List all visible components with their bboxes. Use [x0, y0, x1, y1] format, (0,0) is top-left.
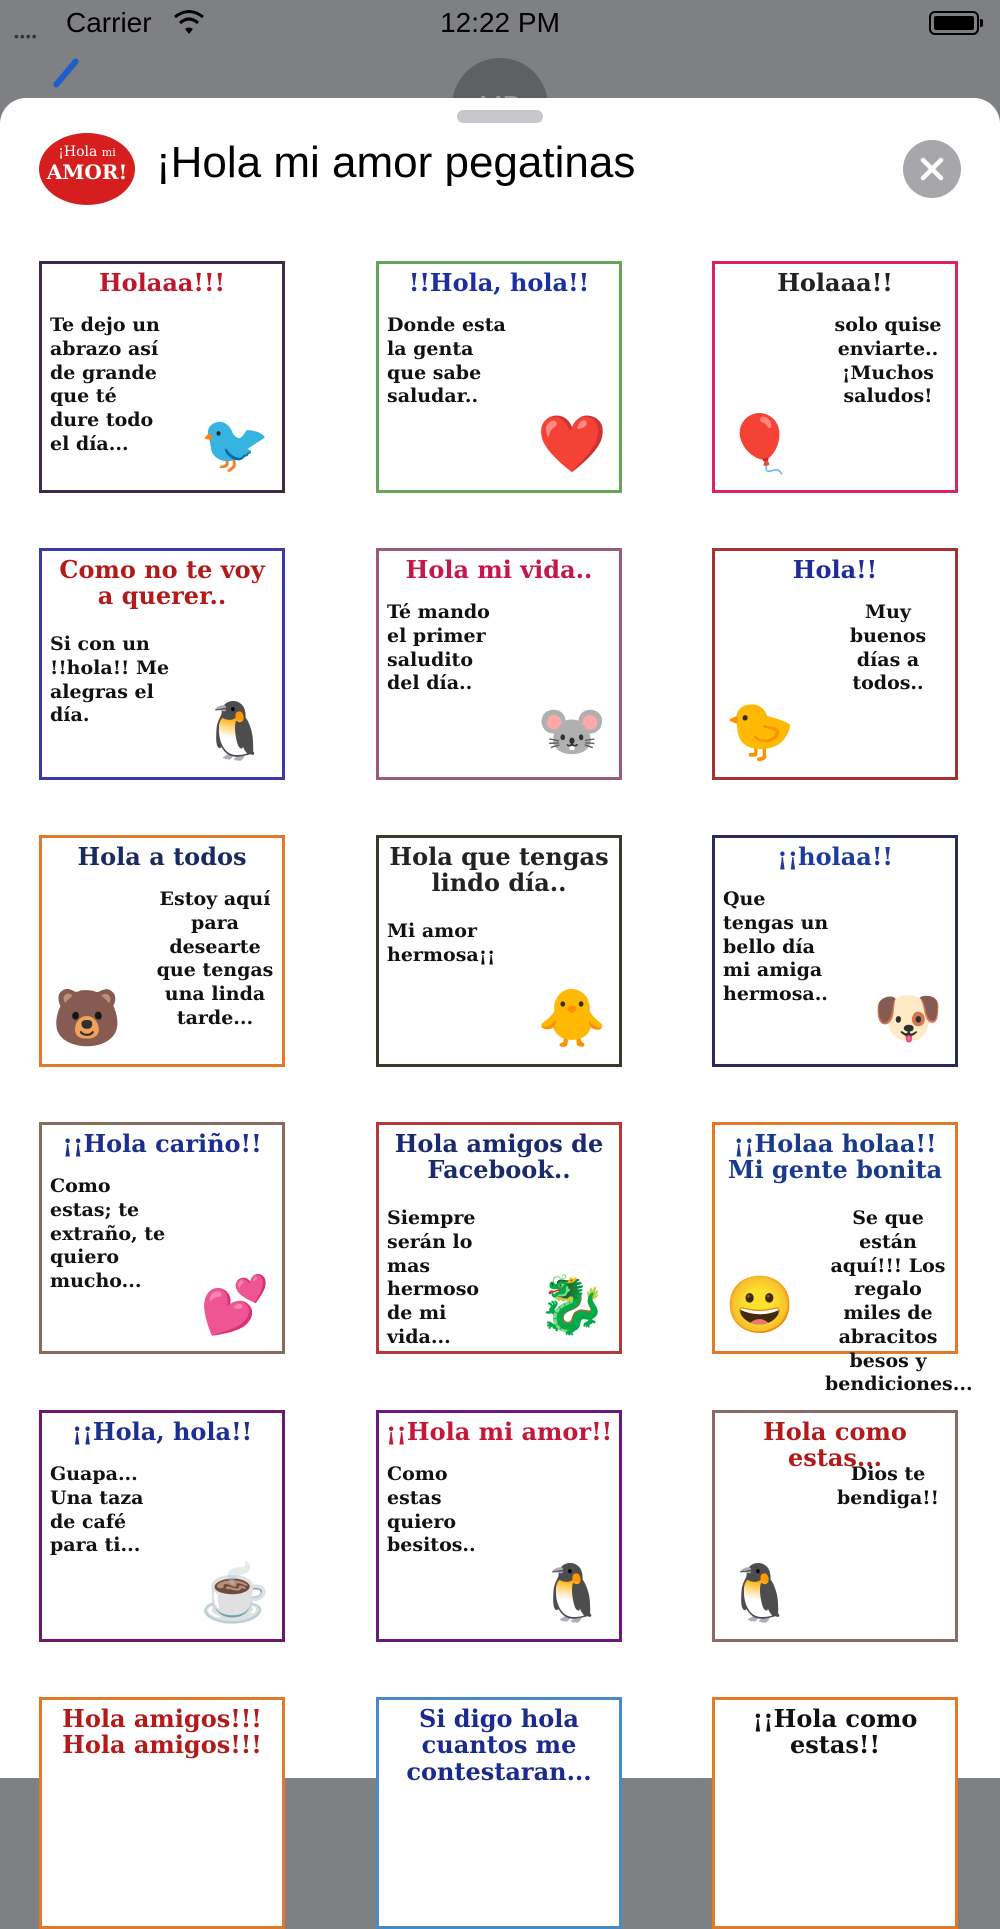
sticker-title: ¡¡Hola, hola!!	[71, 1417, 253, 1446]
sticker-title: Si digo hola cuantos me contestaran...	[406, 1704, 592, 1786]
sticker-text: Dios te bendiga!!	[837, 1463, 939, 1509]
sticker-title: Hola a todos	[77, 842, 247, 871]
sticker-illustration-icon: 🐭	[537, 698, 607, 764]
sticker-title: ¡¡Hola cariño!!	[62, 1129, 262, 1158]
sticker-text: solo quise enviarte.. ¡Muchos saludos!	[834, 314, 942, 408]
sticker-item[interactable]	[376, 835, 622, 1067]
sticker-illustration-icon: ☕	[200, 1560, 270, 1626]
carrier-label: Carrier	[66, 7, 152, 38]
sticker-title: !!Hola, hola!!	[408, 268, 590, 297]
sticker-item[interactable]	[376, 261, 622, 493]
sticker-illustration-icon: 🐉	[537, 1272, 607, 1338]
sticker-grid	[0, 98, 1000, 1786]
sticker-illustration-icon: 🐧	[725, 1560, 795, 1626]
sticker-title: Holaaa!!!	[98, 268, 226, 297]
sticker-illustration-icon: 💕	[200, 1272, 270, 1338]
sticker-item[interactable]	[376, 1697, 622, 1929]
sticker-item[interactable]	[39, 835, 285, 1067]
sticker-text: Muy buenos días a todos..	[849, 601, 927, 695]
sticker-sheet	[0, 98, 1000, 1786]
sticker-title: Holaaa!!	[777, 268, 893, 297]
sticker-illustration-icon: 🐥	[537, 985, 607, 1051]
clock: 12:22 PM	[440, 7, 560, 38]
app-icon-line2: mi	[101, 146, 116, 159]
sticker-illustration-icon: 🐤	[725, 698, 795, 764]
sticker-item[interactable]	[39, 261, 285, 493]
sticker-title: ¡¡Hola mi amor!!	[385, 1417, 613, 1446]
sticker-text: Que tengas un bello día mi amiga hermosa..	[723, 888, 829, 1005]
sticker-title: ¡¡Hola como estas!!	[752, 1704, 918, 1760]
sticker-title: Como no te voy a querer..	[59, 555, 265, 611]
back-arrow-icon[interactable]	[52, 57, 80, 88]
sticker-text: Estoy aquí para desearte que tengas una linda tarde...	[156, 888, 274, 1029]
sticker-text: Guapa... Una taza de café para ti...	[50, 1463, 144, 1557]
sticker-illustration-icon: 😀	[725, 1272, 795, 1338]
sticker-title: Hola que tengas lindo día..	[389, 842, 609, 898]
sticker-item[interactable]	[376, 1410, 622, 1642]
sticker-title: Hola como estas...	[763, 1417, 907, 1473]
sticker-item[interactable]	[712, 1122, 973, 1396]
sticker-illustration-icon: 🐧	[200, 698, 270, 764]
battery-icon	[929, 11, 979, 35]
sticker-illustration-icon: 🐧	[537, 1560, 607, 1626]
sticker-illustration-icon: 🐶	[873, 985, 943, 1051]
sticker-title: ¡¡holaa!!	[777, 842, 893, 871]
sticker-text: Mi amor hermosa¡¡	[387, 920, 496, 966]
sticker-text: Como estas quiero besitos..	[387, 1463, 476, 1557]
app-icon-line1: ¡Hola	[58, 144, 98, 160]
sticker-item[interactable]	[39, 548, 285, 780]
sticker-text: Si con un !!hola!! Me alegras el día.	[50, 633, 170, 727]
sticker-text: Se que están aquí!!! Los regalo miles de abracitos besos y bendiciones...	[825, 1207, 973, 1396]
sticker-title: Hola!!	[792, 555, 878, 584]
sticker-illustration-icon: 🐦	[200, 411, 270, 477]
sticker-item[interactable]	[712, 1410, 958, 1642]
sticker-title: Hola mi vida..	[405, 555, 593, 584]
sticker-text: Como estas; te extraño, te quiero mucho...	[50, 1175, 166, 1292]
sticker-title: Hola amigos de Facebook..	[394, 1129, 604, 1185]
sticker-title: Hola amigos!!! Hola amigos!!!	[62, 1704, 262, 1760]
signal-dots-icon: ••••	[14, 28, 38, 44]
sticker-item[interactable]	[712, 835, 958, 1067]
sticker-text: Té mando el primer saludito del día..	[387, 601, 490, 695]
sticker-item[interactable]	[39, 1410, 285, 1642]
sticker-text: Siempre serán lo mas hermoso de mi vida...	[387, 1207, 480, 1348]
sticker-item[interactable]	[39, 1697, 285, 1929]
sticker-item[interactable]	[376, 1122, 622, 1354]
status-bar	[0, 0, 1000, 48]
sticker-illustration-icon: 🐻	[52, 985, 122, 1051]
page-title: ¡Hola mi amor pegatinas	[156, 138, 636, 187]
sticker-item[interactable]	[376, 548, 622, 780]
sticker-item[interactable]	[39, 1122, 285, 1354]
sticker-item[interactable]	[712, 1697, 958, 1929]
sticker-item[interactable]	[712, 261, 958, 493]
sticker-illustration-icon: 🎈	[725, 411, 795, 477]
app-icon-line3: AMOR!	[46, 160, 128, 184]
sticker-text: Te dejo un abrazo así de grande que té dure todo el día...	[50, 314, 160, 455]
sticker-item[interactable]	[712, 548, 958, 780]
sticker-illustration-icon: ❤️	[537, 411, 607, 477]
sticker-title: ¡¡Holaa holaa!! Mi gente bonita	[727, 1129, 943, 1185]
sticker-text: Donde esta la genta que sabe saludar..	[387, 314, 506, 408]
